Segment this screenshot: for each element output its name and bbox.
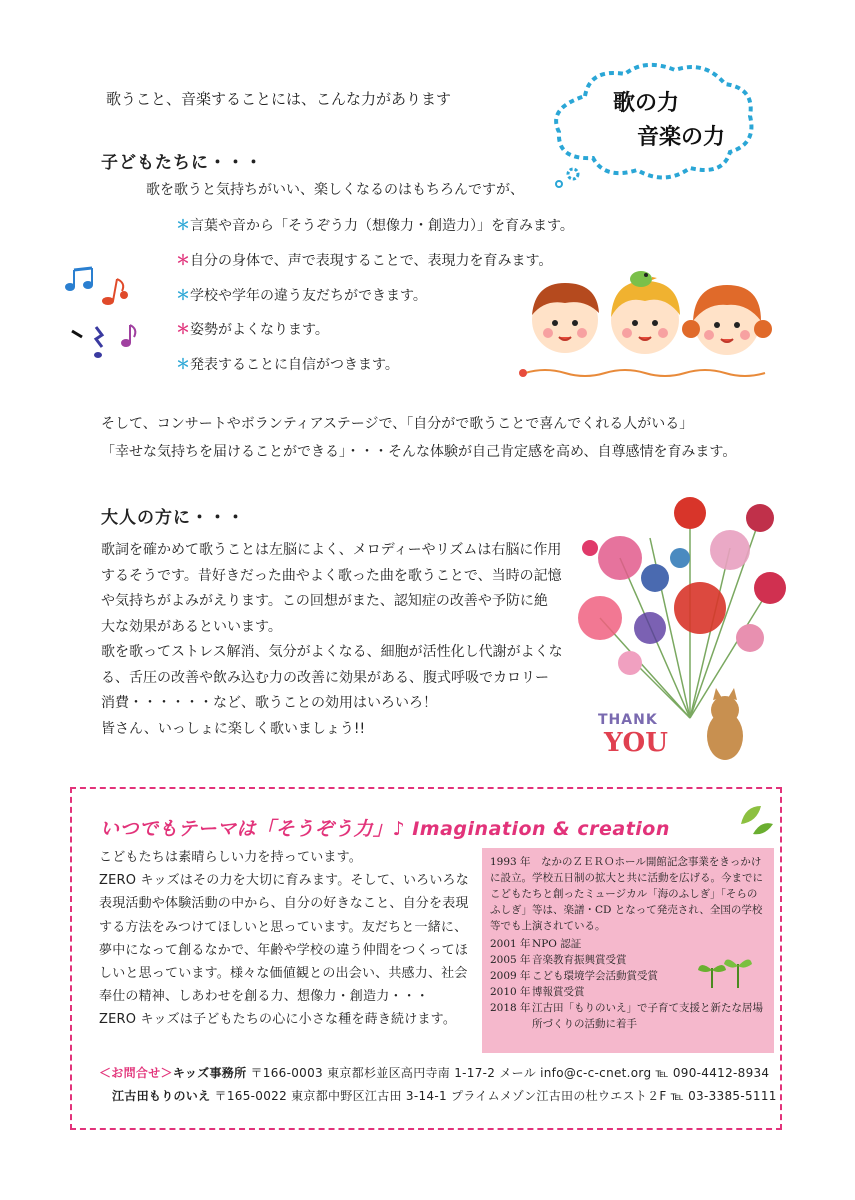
concert-line2: 「幸せな気持ちを届けることができる」・・・そんな体験が自己肯定感を高め、自尊感情を育みます。 [101, 444, 737, 460]
children-bullet: ＊自分の身体で、声で表現することで、表現力を育みます。 [176, 253, 553, 269]
zero-paragraph: こどもたちは素晴らしい力を持っています。 ZERO キッズはその力を大切に育みます。そして、いろいろな 表現活動や体験活動の中から、自分の好きなこと、自分を表現 する方法をみつけてほしいと思っています。友だちと一緒に、 夢中になって創るなかで、年齢や学校の違う仲間をつくってほ しいと思っています。様々な価値観との出会い、共感力、社会 奉仕の精神、しあわせを創る力、想像力・創造力・・・ ZERO キッズは子どもたちの心に小さな種を蒔き続けます。 [99, 850, 469, 1028]
adults-paragraph: 歌詞を確かめて歌うことは左脳によく、メロディーやリズムは右脳に作用 するそうです。昔好きだった曲やよく歌った曲を歌うことで、当時の記憶 や気持ちがよみがえります。この回想がまた、認知症の改善や予防に絶 大な効果があるといいます。 歌を歌ってストレス解消、気分がよくなる、細胞が活性化し代謝がよくな る、舌圧の改善や飲み込む力の改善に効果がある、腹式呼吸でカロリー 消費・・・・・・など、歌うことの効用はいろいろ！ 皆さん、いっしょに楽しく歌いましょう!! [101, 542, 563, 737]
history-row: 2018 年 江古田「もりのいえ」で子育て支援と新たな居場所づくりの活動に着手 [490, 1002, 763, 1030]
children-bullet: ＊学校や学年の違う友だちができます。 [176, 288, 427, 304]
history-row: 2009 年 こども環境学会活動賞受賞 [490, 970, 658, 982]
asterisk-icon: ＊ [176, 253, 190, 269]
history-row: 2001 年 NPO 認証 [490, 938, 582, 950]
children-bullet: ＊姿勢がよくなります。 [176, 322, 329, 338]
kids-faces-illustration [515, 265, 775, 385]
children-heading: 子どもたちに・・・ [101, 153, 263, 173]
children-bullet: ＊言葉や音から「そうぞう力（想像力・創造力）」を育みます。 [176, 218, 574, 234]
cloud-bubble [545, 56, 760, 191]
asterisk-icon: ＊ [176, 288, 190, 304]
music-notes-illustration [62, 265, 150, 360]
adults-heading: 大人の方に・・・ [101, 508, 245, 528]
children-lead: 歌を歌うと気持ちがいい、楽しくなるのはもちろんですが、 [146, 182, 524, 198]
leaves-icon [735, 800, 775, 840]
bouquet-icon [560, 488, 790, 773]
asterisk-icon: ＊ [176, 218, 190, 234]
email-link[interactable]: info@c-c-cnet.org [540, 1066, 652, 1080]
intro-text: 歌うこと、音楽することには、こんな力があります [106, 90, 452, 108]
flower-bouquet-illustration [560, 488, 790, 773]
asterisk-icon: ＊ [176, 322, 190, 338]
sprouts-icon [694, 950, 754, 990]
children-faces-icon [515, 265, 775, 385]
contact-line-2: 江古田もりのいえ 〒165-0022 東京都中野区江古田 3-14-1 プライムメゾン江古田の杜ウエスト２F ℡ 03-3385-5111 [112, 1089, 777, 1103]
you-text: YOU [604, 728, 668, 758]
cloud-line2: 音楽の力 [637, 125, 726, 150]
concert-line1: そして、コンサートやボランティアステージで、「自分がで歌うことで喜んでくれる人がいる」 [101, 416, 694, 432]
history-row: 2005 年 音楽教育振興賞受賞 [490, 954, 627, 966]
theme-banner: いつでもテーマは「そうぞう力」♪ Imagination & creation [100, 818, 670, 840]
cloud-line1: 歌の力 [613, 91, 680, 116]
asterisk-icon: ＊ [176, 357, 190, 373]
history-row: 2010 年 博報賞受賞 [490, 986, 585, 998]
music-notes-icon [62, 265, 150, 360]
children-bullet: ＊発表することに自信がつきます。 [176, 357, 399, 373]
history-box [482, 848, 774, 1053]
history-row: 1993 年 なかのＺＥＲＯホール開館記念事業をきっかけに設立。学校五日制の拡大と共に活動を広げる。今までにこどもたちと創ったミュージカル「海のふしぎ」「そらのふしぎ」等は、楽譜・CD となって発売され、全国の学校等でも上演されている。 [490, 856, 763, 932]
contact-line-1: ＜お問合せ＞キッズ事務所 〒166-0003 東京都杉並区高円寺南 1-17-2 メール info@c-c-cnet.org ℡ 090-4412-8934 [99, 1066, 770, 1080]
thank-text: THANK [598, 712, 658, 728]
